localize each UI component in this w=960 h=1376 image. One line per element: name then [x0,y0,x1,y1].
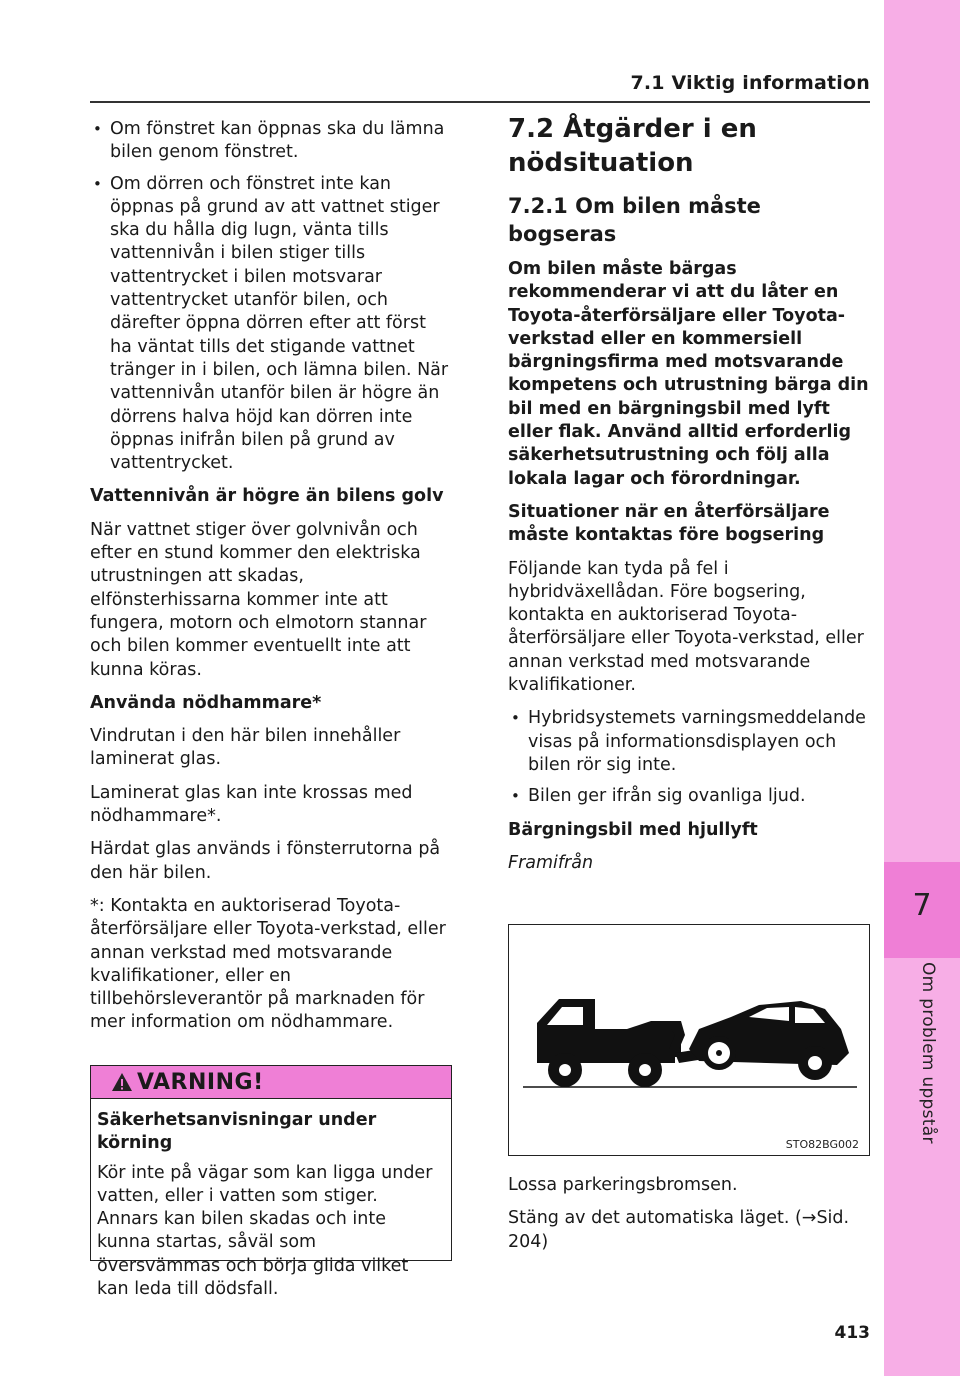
towing-intro: Om bilen måste bärgas rekommenderar vi att du låter en Toyota-återförsäljare eller Toyota-verkstad eller en kommersiell bärgningsfirma med motsvarande kompetens och utrustning bärga din bil med en bärgningsbil med lyft eller flak. Använd alltid erforderlig säkerhetsutrustning och följ alla lokala lagar och förordningar. [508,259,869,489]
tow-truck-illustration [509,925,869,1155]
warning-triangle-icon [111,1072,133,1092]
paragraph-hammer-1: Vindrutan i den här bilen innehåller laminerat glas. [90,726,401,770]
warning-box [90,1065,452,1300]
heading-situations: Situationer när en återförsäljare måste kontaktas före bogsering [508,501,830,546]
list-item: • Om dörren och fönstret inte kan öppnas på grund av att vattnet stiger ska du hålla dig lugn, vänta tills vattennivån i bilen stiger tills vattentrycket i bilen motsvarar vattentrycket utanför bilen, och därefter öppna dörren efter att först ha väntat tills det stigande vattnet tränger in i bilen, och lämna bilen. När vattennivån utanför bilen är högre än dörrens halva höjd kan dörren inte öppnas inifrån bilen på grund av vattentrycket. [90,173,452,476]
list-item: • Bilen ger ifrån sig ovanliga ljud. [508,785,870,808]
footnote: *: Kontakta en auktoriserad Toyota-återförsäljare eller Toyota-verkstad, eller annan verkstad med motsvarande kvalifikationer, eller en tillbehörsleverantör på marknaden för mer information om nödhammare. [90,895,446,1033]
figure-code: STO82BG002 [785,1138,859,1151]
section-header-title: 7.1 Viktig information [630,72,870,94]
warning-header [91,1066,451,1099]
section-title: 7.2 Åtgärder i en nödsituation [508,114,757,178]
subsection-title: 7.2.1 Om bilen måste bogseras [508,194,761,246]
situation-bullet-list [508,707,870,808]
warning-body [91,1099,451,1301]
warning-label: VARNING! [137,1069,264,1095]
left-column [90,118,452,1045]
heading-wheel-lift: Bärgningsbil med hjullyft [508,819,758,840]
towing-steps [508,1174,870,1264]
right-column [508,112,870,885]
tow-truck-figure [508,924,870,1156]
page-number: 413 [834,1323,870,1343]
chapter-sidebar [884,0,960,1376]
warning-text: Kör inte på vägar som kan ligga under vatten, eller i vatten som stiger. Annars kan bilen skadas och inte kunna startas, såväl som översvämmas och börja glida vilket kan leda till dödsfall. [97,1162,433,1300]
paragraph-hammer-3: Härdat glas används i fönsterrutorna på den här bilen. [90,839,441,883]
escape-bullet-list [90,118,452,475]
list-item: • Hybridsystemets varningsmeddelande visas på informationsdisplayen och bilen rör sig inte. [508,707,870,777]
figure-caption: Framifrån [508,852,594,873]
list-item: • Om fönstret kan öppnas ska du lämna bilen genom fönstret. [90,118,452,165]
step-release-parking-brake: Lossa parkeringsbromsen. [508,1175,738,1195]
chapter-number: 7 [912,888,932,923]
heading-emergency-hammer: Använda nödhammare* [90,692,322,713]
heading-water-level: Vattennivån är högre än bilens golv [90,486,444,507]
header-divider [90,101,870,103]
warning-title: Säkerhetsanvisningar under körning [97,1110,377,1154]
chapter-label: Om problem uppstår [918,962,938,1144]
paragraph-water-level: När vattnet stiger över golvnivån och efter en stund kommer den elektriska utrustningen att skadas, elfönsterhissarna kommer inte att fungera, motorn och elmotorn stannar och bilen kommer eventuellt inte att kunna köras. [90,519,427,680]
paragraph-hammer-2: Laminerat glas kan inte krossas med nödhammare*. [90,782,413,827]
paragraph-situations: Följande kan tyda på fel i hybridväxellådan. Före bogsering, kontakta en auktoriserad Toyota-återförsäljare eller Toyota-verkstad, eller annan verkstad med motsvarande kvalifikationer. [508,558,864,696]
step-auto-mode-off: Stäng av det automatiska läget. (→Sid. 204) [508,1208,850,1252]
